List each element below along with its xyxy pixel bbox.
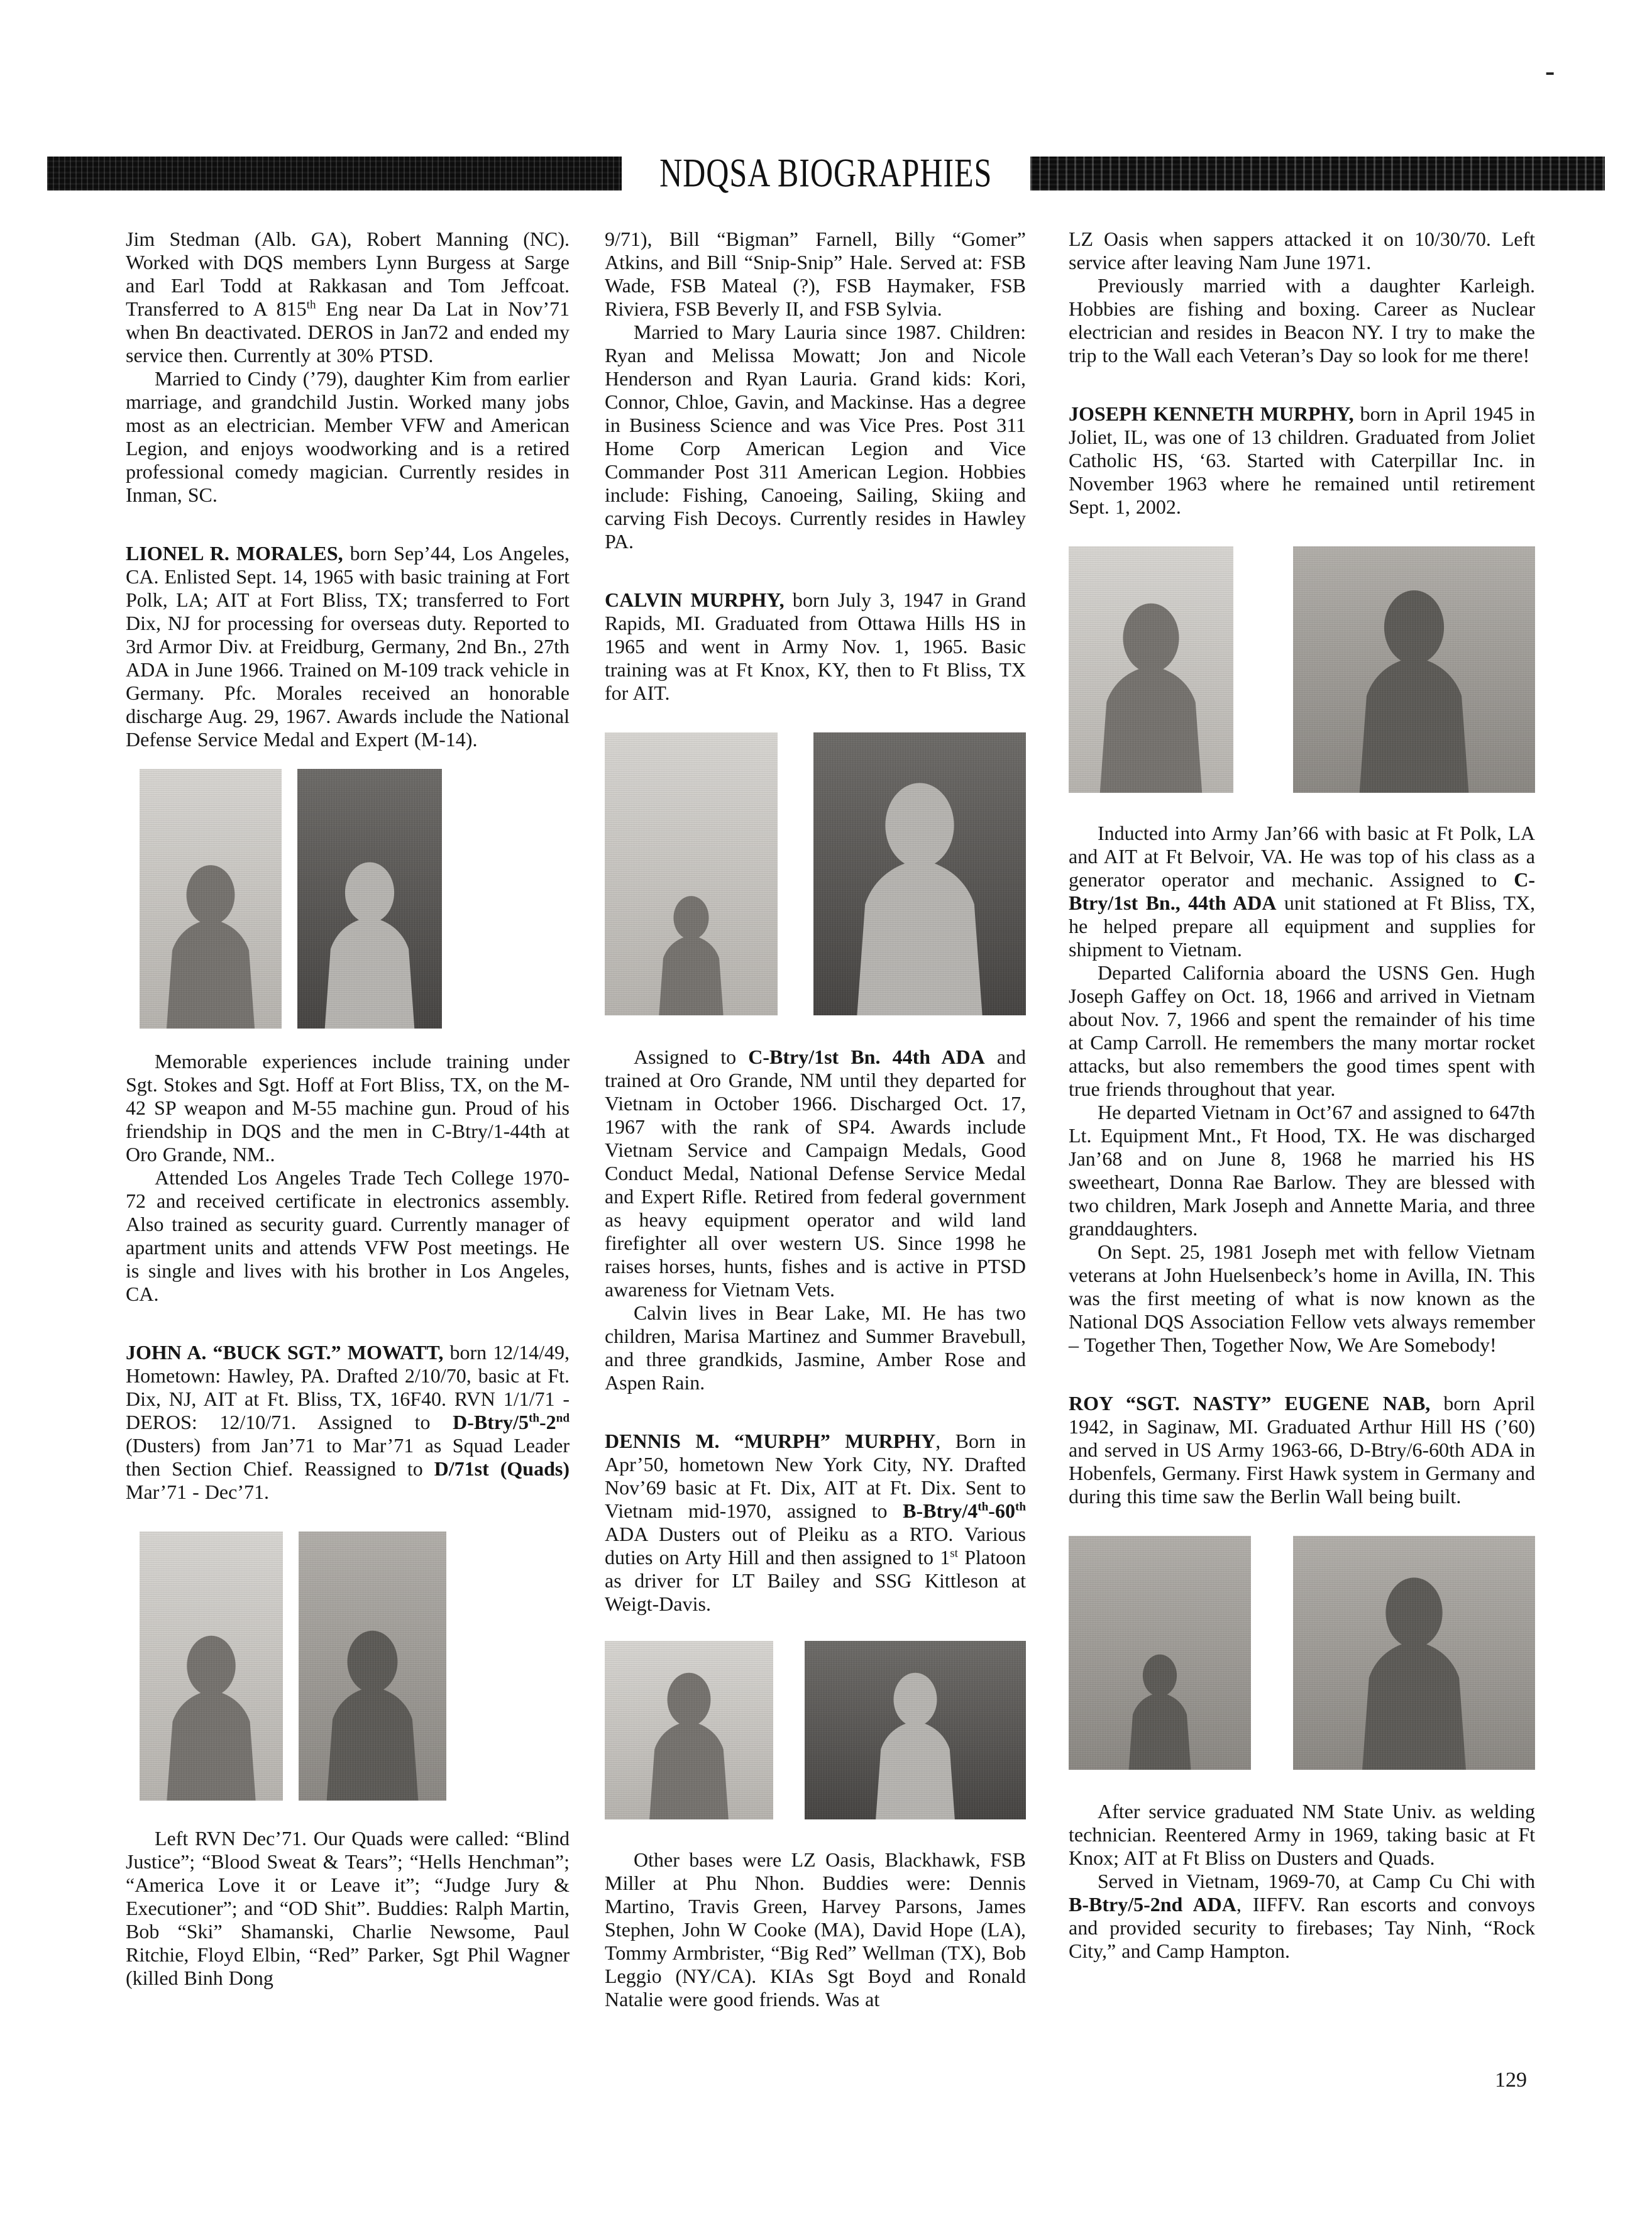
roy-nab-photo-row (1069, 1536, 1535, 1770)
dennis-murphy-bio-heading-paragraph: DENNIS M. “MURPH” MURPHY, Born in Apr’50, hometown New York City, NY. Drafted Nov’69 basic at Ft. Dix, AIT at Ft. Dix. Sent to Vietnam mid-1970, assigned to B-Btry/4th-60th ADA Dusters out of Pleiku as a RTO. Various duties on Arty Hill and then assigned to 1st Platoon as driver for LT Bailey and SSG Kittleson at Weigt-Davis. (605, 1430, 1027, 1615)
joseph-departed-california-paragraph: Departed California aboard the USNS Gen. Hugh Joseph Gaffey on Oct. 18, 1966 and arrived in Vietnam about Nov. 7, 1966 and spent the remainder of his time at Camp Carroll. He remembers the many mortar rocket attacks, but also remembers the good times spent with true friends throughout that year. (1069, 961, 1535, 1100)
calvin-service-paragraph: Assigned to C-Btry/1st Bn. 44th ADA and trained at Oro Grande, NM until they departed for Vietnam in October 1966. Discharged Oct. 17, 1967 with the rank of SP4. Awards include Vietnam Service and Campaign Medals, Good Conduct Medal, National Defense Service Medal and Expert Rifle. Retired from federal government as heavy equipment operator and wild land firefighter all over western US. Since 1998 he raises horses, hunts, fishes and is active in PTSD awareness for Vietnam Vets. (605, 1046, 1027, 1301)
dennis-family-paragraph: Previously married with a daughter Karleigh. Hobbies are fishing and boxing. Career as Nuclear electrician and resides in Beacon NY. I try to make the trip to the Wall each Veteran’s Day so look for me there! (1069, 274, 1535, 367)
roy-after-service-paragraph: After service graduated NM State Univ. as welding technician. Reentered Army in 1969, taking basic at Ft Knox; AIT at Ft Bliss on Dusters and Quads. (1069, 1800, 1535, 1869)
calvin-murphy-portrait-photo (813, 732, 1026, 1015)
column-3 (1069, 228, 1535, 1963)
joseph-departed-vietnam-paragraph: He departed Vietnam in Oct’67 and assigned to 647th Lt. Equipment Mnt., Ft Hood, TX. He was discharged Jan’68 and on June 8, 1968 he married his HS sweetheart, Donna Rae Barlow. They are blessed with two children, Mark Joseph and Annette Maria, and three granddaughters. (1069, 1101, 1535, 1240)
dennis-bases-paragraph: Other bases were LZ Oasis, Blackhawk, FSB Miller at Phu Nhon. Buddies were: Dennis Martino, Travis Green, Harvey Parsons, James Stephen, John W Cooke (MA), David Hope (LA), Tommy Armbrister, “Big Red” Wellman (TX), Bob Leggio (NY/CA). KIAs Sgt Boyd and Ronald Natalie were good friends. Was at (605, 1848, 1026, 2011)
dennis-murphy-photo-row (605, 1641, 1026, 1819)
person-silhouette-icon (140, 1531, 283, 1801)
header-bar-left (47, 157, 622, 190)
joseph-inducted-paragraph: Inducted into Army Jan’66 with basic at Ft Polk, LA and AIT at Ft Belvoir, VA. He was top of his class as a generator operator and mechanic. Assigned to C-Btry/1st Bn., 44th ADA unit stationed at Ft Bliss, TX, he helped prepare all equipment and supplies for shipment to Vietnam. (1069, 822, 1536, 961)
roy-nab-field-photo (1069, 1536, 1251, 1770)
calvin-family-paragraph: Calvin lives in Bear Lake, MI. He has two children, Marisa Martinez and Summer Bravebull, and three grandkids, Jasmine, Amber Rose and Aspen Rain. (605, 1301, 1026, 1394)
stedman-family-paragraph: Married to Cindy (’79), daughter Kim from earlier marriage, and grandchild Justin. Worked many jobs most as an electrician. Member VFW and American Legion, and enjoys woodworking and is a retired professional comedy magician. Currently resides in Inman, SC. (126, 367, 570, 506)
morales-veteran-photo (297, 769, 442, 1029)
joseph-dqs-meeting-paragraph: On Sept. 25, 1981 Joseph met with fellow Vietnam veterans at John Huelsenbeck’s home in Avilla, IN. This was the first meeting of what is now known as the National DQS Association Fellow vets always remember – Together Then, Together Now, We Are Somebody! (1069, 1240, 1535, 1356)
person-silhouette-icon (1293, 546, 1535, 793)
person-silhouette-icon (140, 769, 282, 1029)
person-silhouette-icon (805, 1641, 1026, 1819)
joseph-murphy-young-photo (1069, 546, 1233, 793)
joseph-murphy-photo-row (1069, 546, 1535, 793)
mowatt-continuation-paragraph: 9/71), Bill “Bigman” Farnell, Billy “Gomer” Atkins, and Bill “Snip-Snip” Hale. Served at: FSB Wade, FSB Mateal (?), FSB Haymaker, FSB Riviera, FSB Beverly II, and FSB Sylvia. (605, 228, 1026, 320)
header-bar-right (1030, 157, 1605, 190)
stedman-continuation-paragraph: Jim Stedman (Alb. GA), Robert Manning (NC). Worked with DQS members Lynn Burgess at Sarge and Earl Todd at Rakkasan and Tom Jeffcoat. Transferred to A 815th Eng near Da Lat in Nov’71 when Bn deactivated. DEROS in Jan72 and ended my service then. Currently at 30% PTSD. (126, 228, 570, 367)
page-header (47, 150, 1605, 196)
dennis-continuation-paragraph: LZ Oasis when sappers attacked it on 10/30/70. Left service after leaving Nam June 1971. (1069, 228, 1535, 273)
morales-young-photo (140, 769, 282, 1029)
roy-nab-bio-heading-paragraph: ROY “SGT. NASTY” EUGENE NAB, born April 1942, in Saginaw, MI. Graduated Arthur Hill HS (’60) and served in US Army 1963-66, D-Btry/6-60th ADA in Hobenfels, Germany. First Hawk system in Germany and during this time saw the Berlin Wall being built. (1069, 1392, 1536, 1508)
morales-memorable-paragraph: Memorable experiences include training under Sgt. Stokes and Sgt. Hoff at Fort Bliss, TX, on the M-42 SP weapon and M-55 machine gun. Proud of his friendship in DQS and the men in C-Btry/1-44th at Oro Grande, NM.. (126, 1050, 570, 1166)
page-number: 129 (1495, 2068, 1527, 2092)
morales-college-paragraph: Attended Los Angeles Trade Tech College 1970-72 and received certificate in electronics assembly. Also trained as security guard. Currently manager of apartment units and attends VFW Post meetings. He is single and lives with his brother in Los Angeles, CA. (126, 1166, 570, 1305)
mowatt-bio-heading-paragraph: JOHN A. “BUCK SGT.” MOWATT, born 12/14/49, Hometown: Hawley, PA. Drafted 2/10/70, basic at Ft. Dix, NJ, AIT at Ft. Bliss, TX, 16F40. RVN 1/1/71 - DEROS: 12/10/71. Assigned to D-Btry/5th-2nd (Dusters) from Jan’71 to Mar’71 as Squad Leader then Section Chief. Reassigned to D/71st (Quads) Mar’71 - Dec’71. (126, 1341, 570, 1503)
column-1 (126, 228, 570, 1990)
page-title: NDQSA BIOGRAPHIES (659, 150, 993, 196)
calvin-murphy-bio-heading-paragraph: CALVIN MURPHY, born July 3, 1947 in Grand Rapids, MI. Graduated from Ottawa Hills HS in 1965 and went in Army Nov. 1, 1965. Basic training was at Ft Knox, KY, then to Ft Bliss, TX for AIT. (605, 588, 1027, 704)
calvin-murphy-photo-row (605, 732, 1026, 1015)
person-silhouette-icon (1069, 546, 1233, 793)
dennis-murphy-veteran-photo (805, 1641, 1026, 1819)
column-2 (605, 228, 1026, 2011)
mowatt-photo-row (140, 1531, 570, 1801)
mowatt-quads-paragraph: Left RVN Dec’71. Our Quads were called: “Blind Justice”; “Blood Sweat & Tears”; “Hells Henchman”; “America Love it or Leave it”; “Judge Jury & Executioner”; and “OD Shit”. Buddies: Ralph Martin, Bob “Ski” Shamanski, Charlie Newsome, Paul Ritchie, Floyd Elbin, “Red” Parker, Sgt Phil Wagner (killed Binh Dong (126, 1827, 570, 1989)
joseph-murphy-bio-heading-paragraph: JOSEPH KENNETH MURPHY, born in April 1945 in Joliet, IL, was one of 13 children. Graduated from Joliet Catholic HS, ‘63. Started with Caterpillar Inc. in November 1963 where he remained until retirement Sept. 1, 2002. (1069, 402, 1536, 518)
roy-nab-veteran-photo (1293, 1536, 1535, 1770)
morales-photo-row (140, 769, 570, 1029)
roy-vietnam-paragraph: Served in Vietnam, 1969-70, at Camp Cu Chi with B-Btry/5-2nd ADA, IIFFV. Ran escorts and convoys and provided security to firebases; Tay Ninh, “Rock City,” and Camp Hampton. (1069, 1870, 1536, 1962)
calvin-murphy-field-photo (605, 732, 778, 1015)
person-silhouette-icon (813, 732, 1026, 1015)
person-silhouette-icon (605, 1641, 773, 1819)
person-silhouette-icon (299, 1531, 446, 1801)
mowatt-young-photo (140, 1531, 283, 1801)
person-silhouette-icon (297, 769, 442, 1029)
dennis-murphy-young-photo (605, 1641, 773, 1819)
mowatt-veteran-photo (299, 1531, 446, 1801)
joseph-murphy-veteran-photo (1293, 546, 1535, 793)
morales-bio-heading-paragraph: LIONEL R. MORALES, born Sep’44, Los Angeles, CA. Enlisted Sept. 14, 1965 with basic training at Fort Polk, LA; AIT at Fort Bliss, TX; transferred to Fort Dix, NJ for processing for overseas duty. Reported to 3rd Armor Div. at Freidburg, Germany, 2nd Bn., 27th ADA in June 1966. Trained on M-109 track vehicle in Germany. Pfc. Morales received an honorable discharge Aug. 29, 1967. Awards include the National Defense Service Medal and Expert (M-14). (126, 542, 570, 751)
mowatt-family-paragraph: Married to Mary Lauria since 1987. Children: Ryan and Melissa Mowatt; Jon and Nicole Henderson and Ryan Lauria. Grand kids: Kori, Connor, Chloe, Gavin, and Mackinse. Has a degree in Business Science and was Vice Pres. Post 311 Home Corp American Legion and Vice Commander Post 311 American Legion. Hobbies include: Fishing, Canoeing, Sailing, Skiing and carving Fish Decoys. Currently resides in Hawley PA. (605, 321, 1026, 553)
person-silhouette-icon (1293, 1536, 1535, 1770)
person-silhouette-icon (1105, 1630, 1214, 1770)
corner-dash-mark: - (1545, 55, 1555, 87)
person-silhouette-icon (639, 846, 743, 1015)
